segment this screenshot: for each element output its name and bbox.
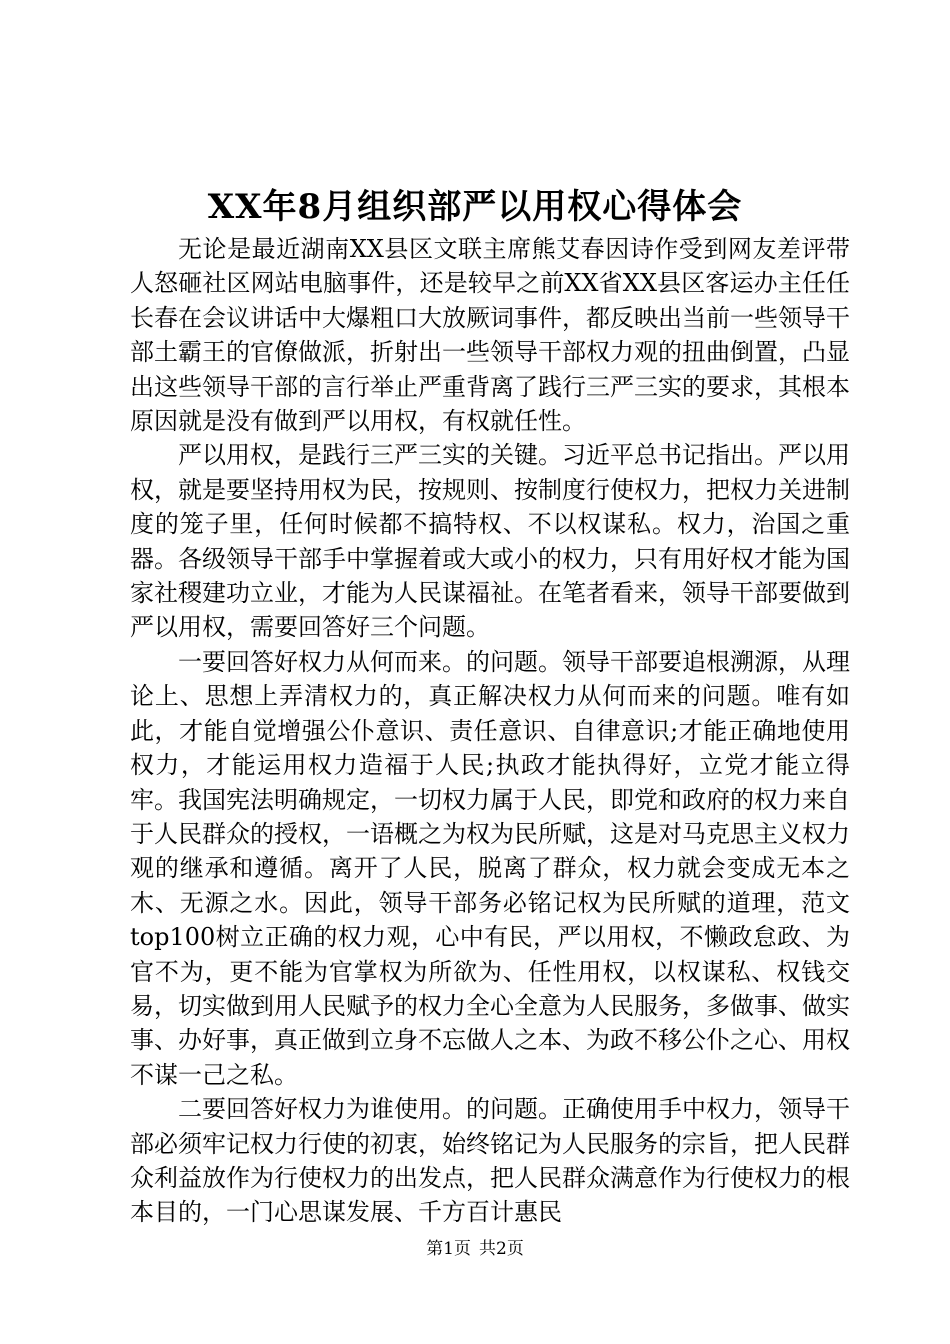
page-footer — [0, 1237, 950, 1261]
paragraph: 二要回答好权力为谁使用。的问题。正确使用手中权力，领导干部必须牢记权力行使的初衷，始终铭记为人民服务的宗旨，把人民群众利益放作为行使权力的出发点，把人民群众满意作为行使权力的根本目的，一门心思谋发展、千方百计惠民 — [130, 1095, 850, 1227]
paragraph: 无论是最近湖南XX县区文联主席熊艾春因诗作受到网友差评带人怒砸社区网站电脑事件，还是较早之前XX省XX县区客运办主任任长春在会议讲话中大爆粗口大放厥词事件，都反映出当前一些领导干部土霸王的官僚做派，折射出一些领导干部权力观的扭曲倒置，凸显出这些领导干部的言行举止严重背离了践行三严三实的要求，其根本原因就是没有做到严以用权，有权就任性。 — [130, 235, 850, 436]
paragraph: 一要回答好权力从何而来。的问题。领导干部要追根溯源，从理论上、思想上弄清权力的，真正解决权力从何而来的问题。唯有如此，才能自觉增强公仆意识、责任意识、自律意识;才能正确地使用权力，才能运用权力造福于人民;执政才能执得好，立党才能立得牢。我国宪法明确规定，一切权力属于人民，即党和政府的权力来自于人民群众的授权，一语概之为权为民所赋，这是对马克思主义权力观的继承和遵循。离开了人民，脱离了群众，权力就会变成无本之木、无源之水。因此，领导干部务必铭记权为民所赋的道理，范文top100树立正确的权力观，心中有民，严以用权，不懒政怠政、为官不为，更不能为官掌权为所欲为、任性用权，以权谋私、权钱交易，切实做到用人民赋予的权力全心全意为人民服务，多做事、做实事、办好事，真正做到立身不忘做人之本、为政不移公仆之心、用权不谋一己之私。 — [130, 647, 850, 1089]
document-title: XX年8月组织部严以用权心得体会 — [207, 187, 743, 227]
page-number: 第1页 — [426, 1239, 471, 1259]
document-body — [130, 232, 850, 1230]
page-total: 共2页 — [479, 1239, 524, 1259]
paragraph: 严以用权，是践行三严三实的关键。习近平总书记指出。严以用权，就是要坚持用权为民，按规则、按制度行使权力，把权力关进制度的笼子里，任何时候都不搞特权、不以权谋私。权力，治国之重器。各级领导干部手中掌握着或大或小的权力，只有用好权才能为国家社稷建功立业，才能为人民谋福祉。在笔者看来，领导干部要做到严以用权，需要回答好三个问题。 — [130, 441, 850, 642]
